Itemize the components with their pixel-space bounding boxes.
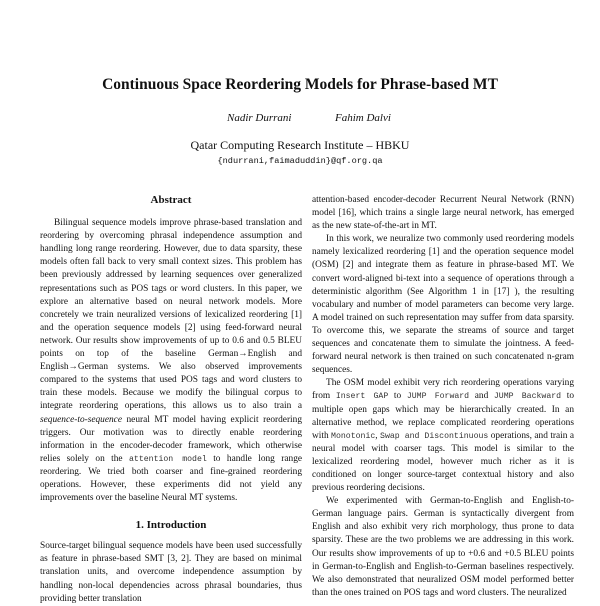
body-text: The OSM model exhibit very rich reordering operations varying from	[312, 378, 574, 402]
body-paragraph: attention-based encoder-decoder Recurrent Neural Network (RNN) model [16], which trains a single large neural network, has emerged as the new state-of-the-art in MT.	[312, 195, 574, 232]
body-paragraph	[312, 377, 574, 495]
introduction-heading: 1. Introduction	[135, 519, 207, 532]
author-list	[0, 112, 600, 128]
abstract-text: to handle long range reordering. We tried both coarser and fine-grained reordering operations. However, these experiments did not yield any improvements over the baseline Neural MT systems.	[40, 453, 303, 504]
left-column	[40, 194, 302, 606]
body-text: to	[388, 391, 407, 402]
abstract-emphasis: sequence-to-sequence	[40, 414, 122, 425]
body-text: operations, and train a neural model with coarser tags. This model is similar to the lexicalized reordering model, however much richer as it is conditioned on longer source-target contextual history and also previous reordering decisions.	[312, 430, 575, 494]
body-text: to multiple open gaps which may be hierarchically created. In an alternative method, we replace complicated reordering operations with	[312, 391, 574, 441]
affiliation: Qatar Computing Research Institute – HBKU	[190, 138, 410, 152]
author-name: Fahim Dalvi	[335, 112, 391, 124]
operation-term: JUMP Backward	[493, 392, 562, 402]
abstract-heading: Abstract	[150, 194, 192, 206]
intro-paragraph: Source-target bilingual sequence models have been used successfully as feature in phrase-based SMT [3, 2]. They are based on minimal translation units, and overcome independence assumption by handling non-local dependencies across phrasal boundaries, thus providing better translation	[40, 541, 302, 604]
paper-title: Continuous Space Reordering Models for Phrase-based MT	[102, 76, 498, 93]
body-text: ,	[375, 430, 381, 441]
body-text: and	[469, 391, 494, 402]
right-column	[312, 194, 574, 600]
author-name: Nadir Durrani	[227, 112, 292, 124]
operation-term: JUMP Forward	[406, 392, 470, 402]
abstract-text: Bilingual sequence models improve phrase-based translation and reordering by overcoming phrasal independence assumption and handling long range reordering. However, due to data sparsity, these models often fall back to very small context sizes. This problem has been previously addressed by learning sequences over generalized representations such as POS tags or word clusters. In this paper, we explore an alternative based on neural network models. More concretely we train neuralized versions of lexicalized reordering [1] and the operation sequence models [2] using feed-forward neural network. Our results show improvements of up to 0.6 and 0.5 BLEU points on top of the baseline German→English and English→German systems. We also observed improvements compared to the systems that used POS tags and word clusters to train these models. Because we modify the bilingual corpus to integrate reordering operations, this allows us to also train a	[40, 218, 302, 412]
abstract-text: neural MT model having explicit reordering triggers. Our motivation was to directly enable reordering information in the encoder-decoder framework, which otherwise relies solely on the	[40, 414, 302, 464]
body-paragraph: In this work, we neuralize two commonly used reordering models namely lexicalized reordering [1] and the operation sequence model (OSM) [2] and integrate them as feature in phrase-based MT. We convert word-aligned bi-text into a sequence of operations through a deterministic algorithm (See Algorithm 1 in [17] ), the resulting vocabulary and number of model parameters can become very large. A model trained on such representation may suffer from data sparsity. To overcome this, we separate the streams of source and target sequences and concatenate them to simulate the jointness. A feed-forward neural network is then trained on such concatenated n-gram sequences.	[312, 234, 574, 376]
abstract-paragraph	[40, 217, 302, 505]
operation-term: Monotonic	[331, 431, 376, 441]
body-paragraph: We experimented with German-to-English and English-to-German language pairs. German is syntactically divergent from English and also exhibit very rich morphology, thus prone to data sparsity. These are the two problems we are addressing in this work. Our results show improvements of up to +0.6 and +0.5 BLEU points in German-to-English and English-to-German baselines respectively. We also demonstrated that neuralized OSM model performed better than the ones trained on POS tags and word clusters. The neuralized	[312, 496, 574, 598]
operation-term: Swap and Discontinuous	[380, 431, 489, 441]
author-email: {ndurrani,faimaduddin}@qf.org.qa	[217, 156, 383, 166]
abstract-code-term: attention model	[129, 454, 207, 464]
operation-term: Insert GAP	[335, 392, 389, 402]
